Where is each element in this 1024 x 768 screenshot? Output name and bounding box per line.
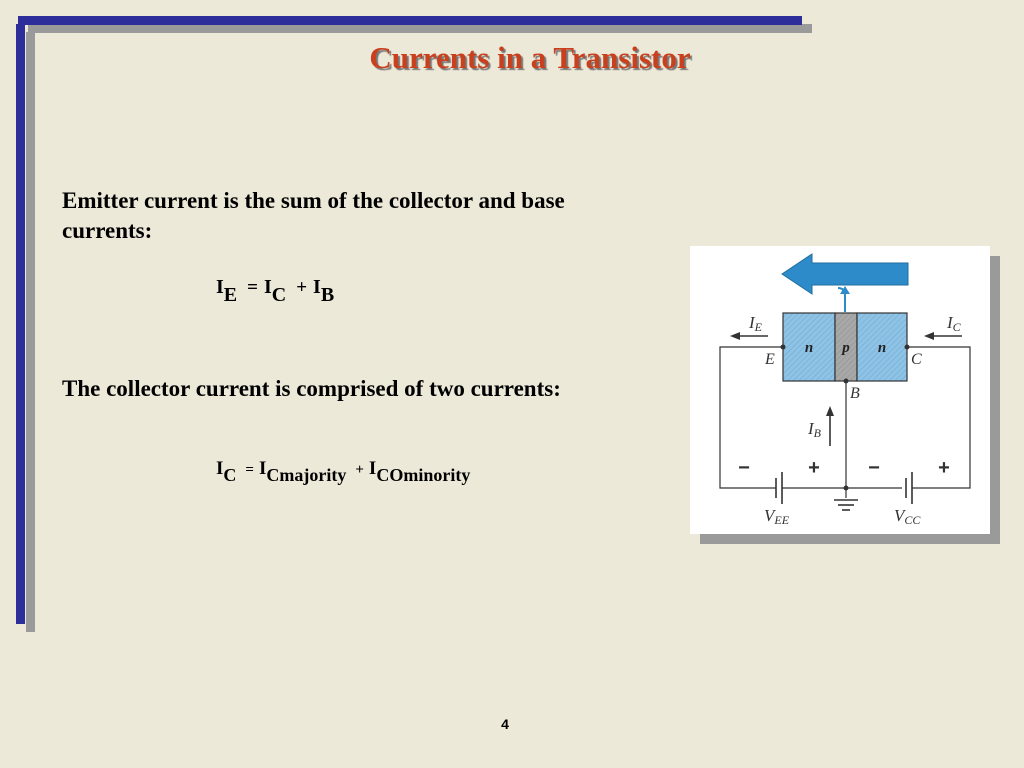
emitter-region-label: n (804, 340, 814, 356)
vee-battery-symbol (776, 472, 782, 504)
ic-label: IC (947, 313, 961, 334)
eq2-lhs: I (216, 458, 224, 479)
eq1-term2-sub: B (320, 284, 335, 306)
emitter-current-text: Emitter current is the sum of the collector and base currents: (62, 188, 565, 243)
eq2-equals: = (245, 462, 254, 478)
emitter-current-arrow (730, 332, 768, 340)
eq1-lhs: I (216, 276, 224, 298)
eq2-lhs-sub: C (223, 465, 237, 485)
base-current-arrow (826, 406, 834, 446)
vcc-plus-sign: + (938, 457, 950, 479)
emitter-terminal-dot (781, 345, 786, 350)
frame-top-shadow (28, 24, 812, 33)
vcc-label: VCC (894, 506, 921, 527)
vee-minus-sign: − (738, 457, 750, 479)
slide-title: Currents in a Transistor (369, 40, 691, 75)
ground-icon (834, 500, 858, 510)
eq2-term2: I (368, 458, 377, 479)
vee-plus-sign: + (808, 457, 820, 479)
ground-junction-dot (844, 486, 849, 491)
eq1-term2: I (313, 276, 321, 298)
collector-current-text: The collector current is comprised of two currents: (62, 376, 561, 401)
ib-label: IB (808, 419, 822, 440)
terminal-b-label: B (850, 385, 860, 402)
eq1-term1-sub: C (271, 284, 287, 306)
base-region-label: p (842, 340, 850, 356)
terminal-e-label: E (765, 351, 775, 368)
vcc-battery-symbol (906, 472, 912, 504)
eq2-term2-sub: COminority (376, 465, 471, 485)
ie-label: IE (749, 313, 763, 334)
frame-left-shadow (26, 32, 35, 632)
eq1-term1: I (263, 276, 272, 298)
eq1-equals: = (247, 277, 258, 298)
transistor-circuit-figure (690, 246, 990, 534)
transistor-circuit-diagram (690, 246, 990, 534)
page-number: 4 (501, 716, 509, 732)
eq2-term1: I (258, 458, 267, 479)
equation-emitter-current (216, 276, 335, 306)
collector-region-label: n (877, 340, 887, 356)
eq1-plus: + (296, 277, 308, 298)
eq2-plus: + (355, 462, 364, 478)
flow-hook-arrowhead (840, 286, 850, 294)
frame-left-bar (16, 24, 25, 624)
equation-collector-current (216, 458, 471, 485)
base-terminal-dot (844, 379, 849, 384)
vcc-minus-sign: − (868, 457, 880, 479)
collector-terminal-dot (905, 345, 910, 350)
terminal-c-label: C (911, 351, 922, 368)
vee-label: VEE (764, 506, 790, 527)
eq1-lhs-sub: E (223, 284, 238, 306)
eq2-term1-sub: Cmajority (266, 465, 347, 485)
frame-top-bar (18, 16, 802, 25)
